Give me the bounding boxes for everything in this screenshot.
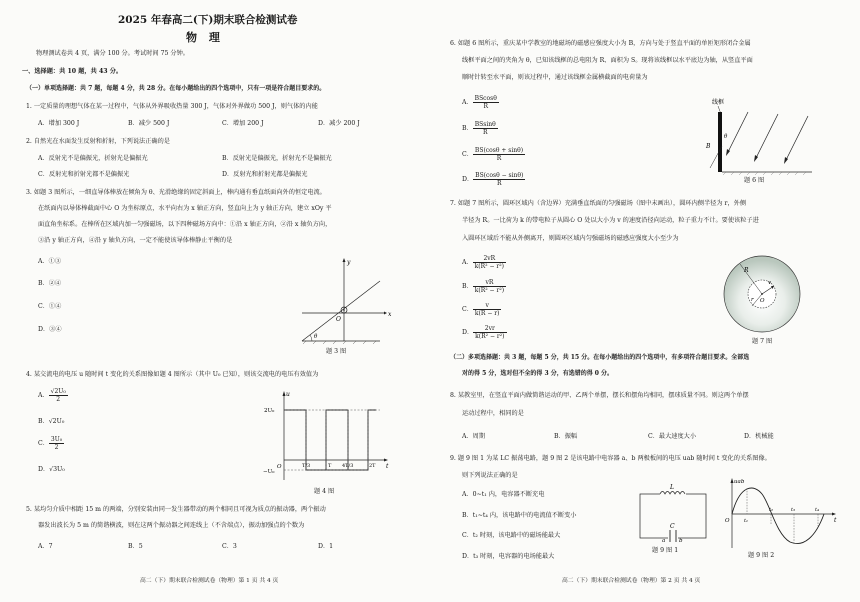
q2-option-b: B．反射光是偏振光，折射光不是偏振光	[222, 155, 332, 162]
q6-option-b-letter: B．	[462, 125, 473, 133]
q3-x-label: x	[388, 311, 392, 318]
q4-option-a-den: 2	[56, 396, 61, 404]
q6-option-a-den: R	[483, 103, 489, 111]
q8-option-d: D．机械能	[744, 433, 774, 440]
q6-option-c-num: BS(cosθ + sinθ)	[474, 147, 524, 154]
q6-line-2: 线框平面之间的夹角为 θ，已知该线框的总电阻为 R、面积为 S。现将该线框以水平底边为轴，从竖直平面	[462, 57, 753, 64]
q9-figure-2-caption: 题 9 图 2	[748, 552, 775, 559]
q8-option-b: B．振幅	[554, 433, 578, 440]
q9-t1-label: t₁	[744, 518, 749, 524]
q6-option-d-den: R	[496, 180, 502, 188]
q4-option-c-letter: C．	[38, 440, 49, 448]
q9-line-1: 9. 题 9 图 1 为某 LC 振荡电路，题 9 图 2 是该电路中电容器 a、b 两极板间的电压 uab 随时间 t 变化的关系图像。	[450, 455, 771, 462]
q6-option-d-fraction	[473, 172, 525, 187]
section-1a-heading: （一）单项选择题：共 7 题，每题 4 分，共 28 分。在每小题给出的四个选项中，只有一项是符合题目要求的。	[26, 85, 326, 92]
q4-option-c-fraction	[49, 436, 64, 451]
q7-option-d-fraction	[473, 325, 506, 340]
q7-option-c	[462, 302, 501, 317]
q6-option-a	[462, 95, 499, 110]
q6-option-a-fraction	[473, 95, 499, 110]
q9-voltage-figure	[720, 476, 840, 552]
q4-stem: 4. 某交流电的电压 u 随时间 t 变化的关系图像如题 4 图所示（其中 U₀ 已知），则该交流电的电压有效值为	[26, 371, 319, 378]
q7-option-b-den: k(R² − r²)	[474, 287, 505, 295]
q6-option-c-fraction	[473, 147, 525, 162]
q4-option-a	[38, 388, 68, 403]
q4-figure	[262, 388, 392, 486]
q7-option-a-num: 2vR	[473, 255, 506, 263]
q4-guides	[284, 410, 380, 470]
q3-line-1: 3. 如题 3 图所示，一细直导体棒放在倾角为 θ、光滑绝缘的固定斜面上，棒内通有垂直纸面向外的恒定电流。	[26, 189, 326, 196]
q3-option-a: A．①③	[38, 258, 62, 265]
q8-line-1: 8. 某教室里，在竖直平面内做简谐运动的甲、乙两个单摆，摆长和摆角均相同，摆球质量不同。则这两个单摆	[450, 392, 749, 399]
q7-option-c-fraction	[473, 302, 502, 317]
q2-option-d: D．反射光和折射光都是偏振光	[222, 171, 308, 178]
q3-theta-label: θ	[314, 334, 318, 340]
q9-option-b: B．t₁~t₄ 内，该电路中的电流值不断变小	[462, 512, 577, 519]
q9-option-a: A．0~t₁ 内，电容器不断充电	[462, 491, 545, 498]
q3-ground-hatch	[303, 341, 376, 344]
q6-option-b-fraction	[473, 121, 498, 136]
q2-option-a: A．反射光不是偏振光，折射光是偏振光	[38, 155, 148, 162]
q7-figure-caption: 题 7 图	[752, 338, 773, 345]
q6-option-c-letter: C．	[462, 151, 473, 159]
q4-2u0-label: 2U₀	[264, 408, 275, 414]
q6-figure-caption: 题 6 图	[744, 177, 765, 184]
q3-option-d: D．③④	[38, 326, 62, 333]
q8-option-a: A．周期	[462, 433, 486, 440]
q9-c-label: C	[670, 523, 675, 530]
q9-t4-label: t₄	[815, 507, 820, 513]
q6-option-b-den: R	[482, 129, 488, 137]
q6-ground-hatch	[723, 172, 806, 175]
q6-option-b	[462, 121, 498, 136]
q4-option-d: D．√3U₀	[38, 466, 65, 473]
page-2	[430, 0, 860, 602]
q9-t-label: t	[834, 517, 837, 524]
q6-field-arrows	[726, 149, 788, 164]
q3-y-label: y	[347, 259, 351, 266]
q5-line-1: 5. 某均匀介质中相距 15 m 的两端，分别安装由同一发生器带动的两个相同且可视为质点的振动器，两个振动	[26, 506, 326, 513]
section-1-heading: 一、选择题：共 10 题，共 43 分。	[22, 68, 123, 75]
page-2-footer: 高二（下）期末联合检测试卷（物理）第 2 页 共 4 页	[562, 578, 701, 584]
q4-negu0-label: −U₀	[263, 469, 275, 475]
q6-option-a-letter: A．	[462, 99, 473, 107]
page-1-footer: 高二（下）期末联合检测试卷（物理）第 1 页 共 4 页	[140, 578, 279, 584]
q4-option-c-num: 3U₀	[50, 436, 63, 443]
q5-option-d: D．1	[318, 543, 334, 550]
q7-v-label: v	[768, 280, 772, 286]
q3-origin-label: O	[336, 316, 341, 323]
q3-line-2: 在纸面内以导体棒截面中心 O 为坐标原点，水平向右为 x 轴正方向，竖直向上为 y 轴正方向，建立 xOy 平	[38, 205, 332, 212]
q3-figure	[292, 257, 392, 347]
q7-r-label: r	[751, 297, 754, 303]
q7-option-c-den: k(R − r)	[474, 310, 500, 318]
q9-t-arrow	[832, 513, 836, 516]
q4-option-a-fraction	[49, 388, 68, 403]
q4-figure-caption: 题 4 图	[314, 488, 335, 495]
q9-option-c: C．t₂ 时刻，该电路中的磁场能最大	[462, 532, 561, 539]
q7-option-b	[462, 279, 506, 294]
q4-tick-t3: T/3	[302, 463, 311, 469]
q5-option-a: A．7	[38, 543, 53, 550]
q1-option-d: D．减少 200 J	[318, 120, 360, 127]
q6-option-a-num: BScosθ	[474, 95, 497, 102]
q9-voltage-curve	[732, 488, 824, 544]
q9-circuit-loop	[640, 494, 706, 538]
q6-figure	[702, 96, 832, 176]
q7-option-b-num: vR	[473, 279, 506, 287]
q7-option-c-letter: C．	[462, 306, 473, 314]
q9-option-d: D．t₃ 时刻，电容器的电场能最大	[462, 553, 555, 560]
q4-tick-2t: 2T	[369, 463, 376, 469]
q7-R-label: R	[744, 267, 749, 274]
q7-option-a	[462, 255, 506, 270]
q4-tick-t: T	[328, 463, 332, 469]
q7-option-a-fraction	[473, 255, 506, 270]
q9-l-label: L	[670, 484, 674, 491]
q6-option-d-num: BS(cosθ − sinθ)	[475, 172, 524, 179]
q9-t3-label: t₃	[791, 507, 796, 513]
q8-option-c: C．最大速度大小	[648, 433, 697, 440]
q6-option-d	[462, 172, 525, 187]
exam-title: 2025 年春高二(下)期末联合检测试卷	[118, 14, 298, 26]
q3-figure-caption: 题 3 图	[326, 348, 347, 355]
q9-figure-1-caption: 题 9 图 1	[652, 547, 679, 554]
q6-frame-label: 线框	[712, 99, 725, 106]
q1-option-c: C．增加 200 J	[222, 120, 264, 127]
q2-stem: 2. 自然光在水面发生反射和折射，下列说法正确的是	[26, 138, 170, 145]
q7-option-d-num: 2vr	[473, 325, 506, 333]
q3-line-3: 面直角坐标系。在棒所在区域内加一匀强磁场，以下四种磁场方向中：①沿 x 轴正方向，②沿 x 轴负方向，	[38, 221, 332, 228]
q6-option-c-den: R	[496, 155, 502, 163]
q8-line-2: 运动过程中，相同的是	[462, 410, 524, 417]
q9-origin-label: O	[725, 518, 730, 524]
q4-origin-label: O	[277, 464, 282, 470]
q6-option-c	[462, 147, 525, 162]
q6-b-label: B	[706, 143, 711, 150]
subject-title: 物 理	[186, 31, 224, 44]
q4-t-arrow	[384, 459, 388, 462]
q9-line-2: 则下列说法正确的是	[462, 472, 518, 479]
q3-angle-arc	[310, 335, 312, 341]
q3-current-dot	[343, 309, 345, 311]
q7-option-d	[462, 325, 507, 340]
q9-b-label: b	[679, 538, 683, 544]
q7-o-label: O	[760, 298, 765, 304]
q3-option-c: C．①④	[38, 303, 62, 310]
section-2-heading-cont: 对的得 5 分，选对但不全的得 3 分，有选错的得 0 分。	[462, 370, 614, 377]
section-2-heading: （二）多项选择题：共 3 题，每题 5 分，共 15 分。在每小题给出的四个选项中，有多项符合题目要求。全部选	[450, 354, 750, 361]
q7-option-b-letter: B．	[462, 283, 473, 291]
q9-capacitor-gap	[668, 534, 678, 542]
q7-option-c-num: v	[473, 302, 502, 310]
q9-a-label: a	[662, 538, 666, 544]
q3-option-b: B．②④	[38, 280, 62, 287]
q4-option-b: B．√2U₀	[38, 418, 65, 425]
q4-waveform	[284, 410, 376, 470]
q7-line-1: 7. 如题 7 图所示，圆环区域内（含边界）充满垂直纸面的匀强磁场（图中未画出），圆环内侧半径为 r，外侧	[450, 200, 747, 207]
q9-circuit-figure	[634, 484, 714, 544]
q6-line-3: 顺时针转至水平面，则该过程中，通过该线框金属横截面的电荷量为	[462, 74, 648, 81]
q5-line-2: 器发出波长为 5 m 的简谐横波，则在这两个振动器之间连线上（不含端点），振动加强点的个数为	[38, 522, 305, 529]
q7-line-3: 入圆环区域后不能从外侧离开，则圆环区域内匀强磁场的磁感应强度大小至少为	[462, 235, 679, 242]
q5-option-c: C．3	[222, 543, 237, 550]
q9-t2-label: t₂	[769, 507, 774, 513]
q4-option-a-num: √2U₀	[50, 388, 66, 395]
q4-u-label: u	[286, 391, 290, 398]
q7-line-2: 半径为 R。一比荷为 k 的带电粒子从圆心 O 处以大小为 v 的速度沿径向运动，粒子重力不计。要使该粒子进	[462, 217, 759, 224]
q7-figure	[714, 254, 814, 336]
q4-t-label: t	[386, 463, 389, 470]
q6-option-d-letter: D．	[462, 176, 474, 184]
q7-center-dot	[761, 293, 763, 295]
q6-option-b-num: BSsinθ	[474, 121, 496, 128]
q6-line-1: 6. 如题 6 图所示，重庆某中学教室的地磁场的磁感应强度大小为 B，方向与处于竖直平面的单匝矩形闭合金属	[450, 40, 751, 47]
q7-option-d-letter: D．	[462, 329, 474, 337]
q2-option-c: C．反射光和折射光都不是偏振光	[38, 171, 130, 178]
q6-field-lines	[728, 112, 808, 160]
q7-option-b-fraction	[473, 279, 506, 294]
q5-option-b: B．5	[128, 543, 143, 550]
q6-theta-label: θ	[724, 134, 728, 140]
q4-option-c	[38, 436, 64, 451]
q1-option-a: A．增加 300 J	[38, 120, 80, 127]
q7-option-a-letter: A．	[462, 259, 473, 267]
q6-frame-edge	[718, 112, 722, 172]
exam-intro: 物理测试卷共 4 页，满分 100 分。考试时间 75 分钟。	[36, 50, 189, 57]
q4-option-a-letter: A．	[38, 392, 49, 400]
q7-option-d-den: k(R² − r²)	[475, 333, 505, 341]
q7-option-a-den: k(R² − r²)	[474, 263, 505, 271]
q1-option-b: B．减少 500 J	[128, 120, 170, 127]
q9-u-label: uab	[734, 479, 745, 485]
q3-line-4: ③沿 y 轴正方向，④沿 y 轴负方向，一定不能使该导体棒静止平衡的是	[38, 237, 233, 244]
q3-x-arrow	[384, 312, 387, 315]
q1-stem: 1. 一定质量的理想气体在某一过程中，气体从外界吸收热量 300 J，气体对外界做功 500 J，则气体的内能	[26, 103, 318, 110]
q4-option-c-den: 2	[54, 444, 59, 452]
q3-y-arrow	[343, 258, 346, 262]
q4-tick-4t3: 4T/3	[342, 463, 354, 469]
